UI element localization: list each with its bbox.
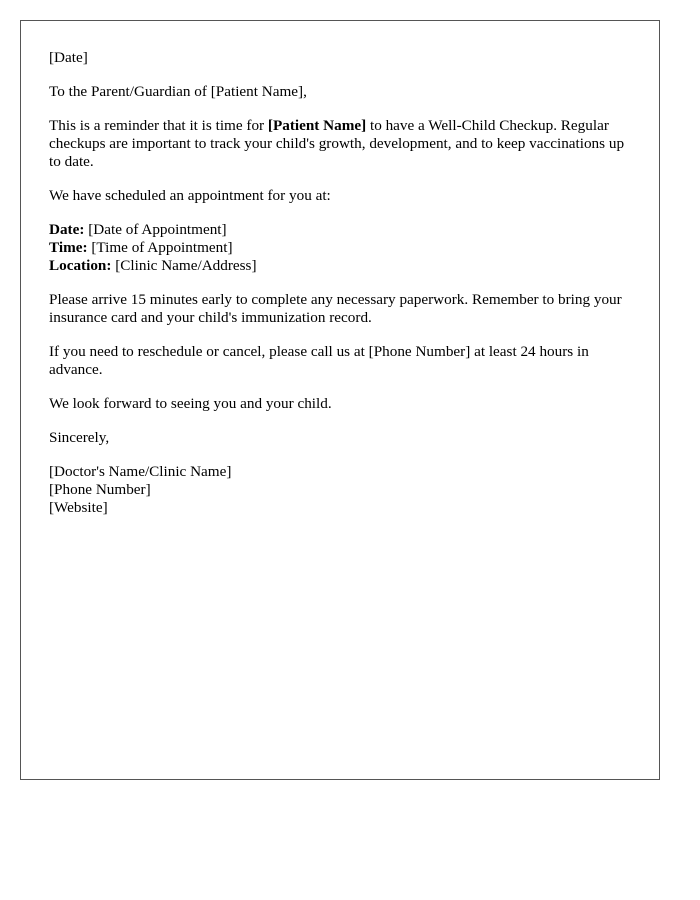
appointment-location: [49, 257, 631, 275]
salutation: To the Parent/Guardian of [Patient Name],: [49, 83, 307, 100]
appointment-time: [49, 239, 631, 257]
appointment-date-label: Date:: [49, 221, 85, 238]
signoff: Sincerely,: [49, 429, 110, 446]
letter-date: [Date]: [49, 49, 88, 66]
appointment-date-value: [Date of Appointment]: [84, 221, 227, 238]
intro-text-before: This is a reminder that it is time for: [49, 117, 268, 134]
reschedule-note: If you need to reschedule or cancel, please call us at [Phone Number] at least 24 hours in advance.: [49, 343, 589, 378]
closing-note: We look forward to seeing you and your child.: [49, 395, 332, 412]
appointment-location-label: Location:: [49, 257, 112, 274]
letter-page: [20, 20, 660, 780]
appointment-location-value: [Clinic Name/Address]: [111, 257, 257, 274]
intro-text-after: to have a Well-Child Checkup. Regular checkups are important to track your child's growth, development, and to keep vaccinations up to date.: [49, 117, 625, 170]
intro-paragraph: [49, 117, 631, 171]
appointment-time-label: Time:: [49, 239, 88, 256]
appointment-details: [49, 221, 631, 275]
schedule-intro: We have scheduled an appointment for you at:: [49, 187, 331, 204]
appointment-date: [49, 221, 631, 239]
signature-website: [Website]: [49, 499, 108, 516]
appointment-time-value: [Time of Appointment]: [87, 239, 233, 256]
signature-block: [49, 463, 631, 517]
signature-name: [Doctor's Name/Clinic Name]: [49, 463, 232, 480]
signature-phone: [Phone Number]: [49, 481, 151, 498]
arrival-note: Please arrive 15 minutes early to complete any necessary paperwork. Remember to bring your insurance card and your child's immunization record.: [49, 291, 622, 326]
patient-name: [Patient Name]: [267, 117, 367, 134]
